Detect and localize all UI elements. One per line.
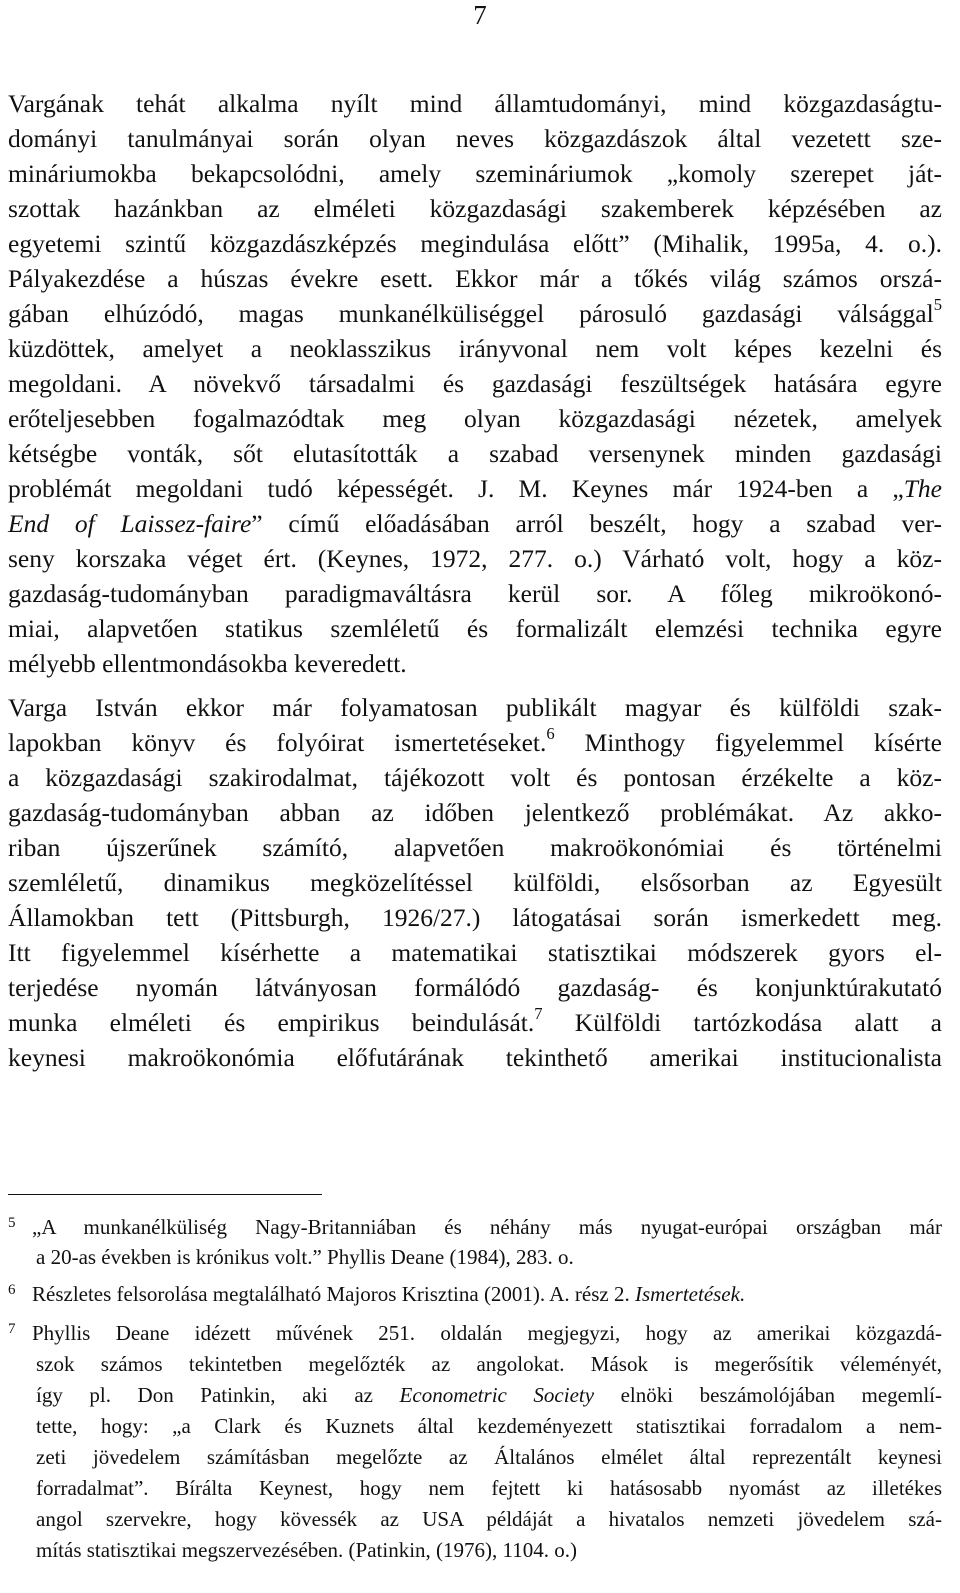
footnote-line [36,1382,942,1408]
footnote-5 [8,1214,942,1240]
footnote-mark: 6 [8,1282,16,1298]
body-line: gazdaság-tudományban abban az időben jelentkező problémákat. Az akko- [8,798,942,827]
footnote-text: Phyllis Deane idézett művének 251. oldalán megjegyzi, hogy az amerikai közgazdá- [32,1321,942,1345]
body-text: gában elhúzódó, magas munkanélküliséggel párosuló gazdasági válsággal [8,299,934,328]
body-line: seny korszaka véget ért. (Keynes, 1972, 277. o.) Várható volt, hogy a köz- [8,544,942,573]
body-line: gazdaság-tudományban paradigmaváltásra kerül sor. A főleg mikroökonó- [8,579,942,608]
footnote-separator [8,1194,322,1195]
body-line: dományi tanulmányai során olyan neves közgazdászok által vezetett sze- [8,124,942,153]
body-line: miai, alapvetően statikus szemléletű és formalizált elemzési technika egyre [8,614,942,643]
body-line: mináriumokba bekapcsolódni, amely szemináriumok „komoly szerepet ját- [8,159,942,188]
body-line: Vargának tehát alkalma nyílt mind államtudományi, mind közgazdaságtu- [8,89,942,118]
body-line: Pályakezdése a húszas évekre esett. Ekkor már a tőkés világ számos orszá- [8,264,942,293]
body-line: erőteljesebben fogalmazódtak meg olyan közgazdasági nézetek, amelyek [8,404,942,433]
work-title: End of Laissez-faire [8,509,252,538]
page-number: 7 [473,0,487,30]
body-text: lapokban könyv és folyóirat ismertetéseket. [8,728,547,757]
body-line: Államokban tett (Pittsburgh, 1926/27.) látogatásai során ismerkedett meg. [8,903,942,932]
body-line [8,1004,942,1038]
body-line: Itt figyelemmel kísérhette a matematikai statisztikai módszerek gyors el- [8,938,942,967]
footnote-line: forradalmat”. Bírálta Keynest, hogy nem fejtett ki hatásosabb nyomást az illetékes [36,1476,942,1500]
body-line: küzdöttek, amelyet a neoklasszikus irányvonal nem volt képes kezelni és [8,334,942,363]
body-line [8,295,942,329]
footnote-line: angol szervekre, hogy kövessék az USA példáját a hivatalos nemzeti jövedelem szá- [36,1507,942,1531]
footnote-line: szok számos tekintetben megelőzték az angolokat. Mások is megerősítik véleményét, [36,1352,942,1376]
body-text: Külföldi tartózkodása alatt a [542,1008,942,1037]
footnote-text: így pl. Don Patinkin, aki az [36,1383,400,1407]
footnote-mark: 5 [8,1215,16,1231]
body-line: szemléletű, dinamikus megközelítéssel külföldi, elsősorban az Egyesült [8,868,942,897]
footnote-text: Részletes felsorolása megtalálható Majoros Krisztina (2001). A. rész 2. [32,1282,635,1306]
work-title: The [903,474,942,503]
footnote-italic: Ismertetések. [635,1282,746,1306]
body-line [8,474,942,504]
body-line: egyetemi szintű közgazdászképzés megindulása előtt” (Mihalik, 1995a, 4. o.). [8,229,942,258]
footnote-line: mítás statisztikai megszervezésében. (Patinkin, (1976), 1104. o.) [36,1538,577,1562]
footnote-line: zeti jövedelem számításban megelőzte az Általános elmélet által reprezentált keynesi [36,1445,942,1469]
footnote-text: „A munkanélküliség Nagy-Britanniában és néhány más nyugat-európai országban már [32,1215,942,1239]
footnote-text: elnöki beszámolójában megemlí- [594,1383,942,1407]
footnote-reference: 6 [546,724,555,744]
body-text: munka elméleti és empirikus beindulását. [8,1008,535,1037]
body-line: a közgazdasági szakirodalmat, tájékozott volt és pontosan érzékelte a köz- [8,763,942,792]
body-line: riban újszerűnek számító, alapvetően makroökonómiai és történelmi [8,833,942,862]
body-text: problémát megoldani tudó képességét. J. M. Keynes már 1924-ben a „ [8,474,904,503]
footnote-7 [8,1320,942,1346]
footnote-line: a 20-as években is krónikus volt.” Phyllis Deane (1984), 283. o. [36,1245,574,1269]
body-line: megoldani. A növekvő társadalmi és gazdasági feszültségek hatására egyre [8,369,942,398]
body-line: mélyebb ellentmondásokba keveredett. [8,649,407,678]
body-line: Varga István ekkor már folyamatosan publikált magyar és külföldi szak- [8,693,942,722]
footnote-line: tette, hogy: „a Clark és Kuznets által kezdeményezett statisztikai forradalom a nem- [36,1414,942,1438]
body-text: ” című előadásában arról beszélt, hogy a szabad ver- [251,509,942,538]
body-line [8,724,942,758]
body-line: kétségbe vonták, sőt elutasították a szabad versenynek minden gazdasági [8,439,942,468]
footnote-reference: 5 [933,295,942,315]
body-line: szottak hazánkban az elméleti közgazdasági szakemberek képzésében az [8,194,942,223]
footnote-reference: 7 [534,1004,543,1024]
body-line: terjedése nyomán látványosan formálódó gazdaság- és konjunktúrakutató [8,973,942,1002]
footnote-mark: 7 [8,1321,16,1337]
footnote-6 [8,1281,942,1307]
body-line [8,509,942,539]
footnote-italic: Econometric Society [399,1383,595,1407]
body-line: keynesi makroökonómia előfutárának tekinthető amerikai institucionalista [8,1043,942,1072]
body-text: Minthogy figyelemmel kísérte [554,728,942,757]
